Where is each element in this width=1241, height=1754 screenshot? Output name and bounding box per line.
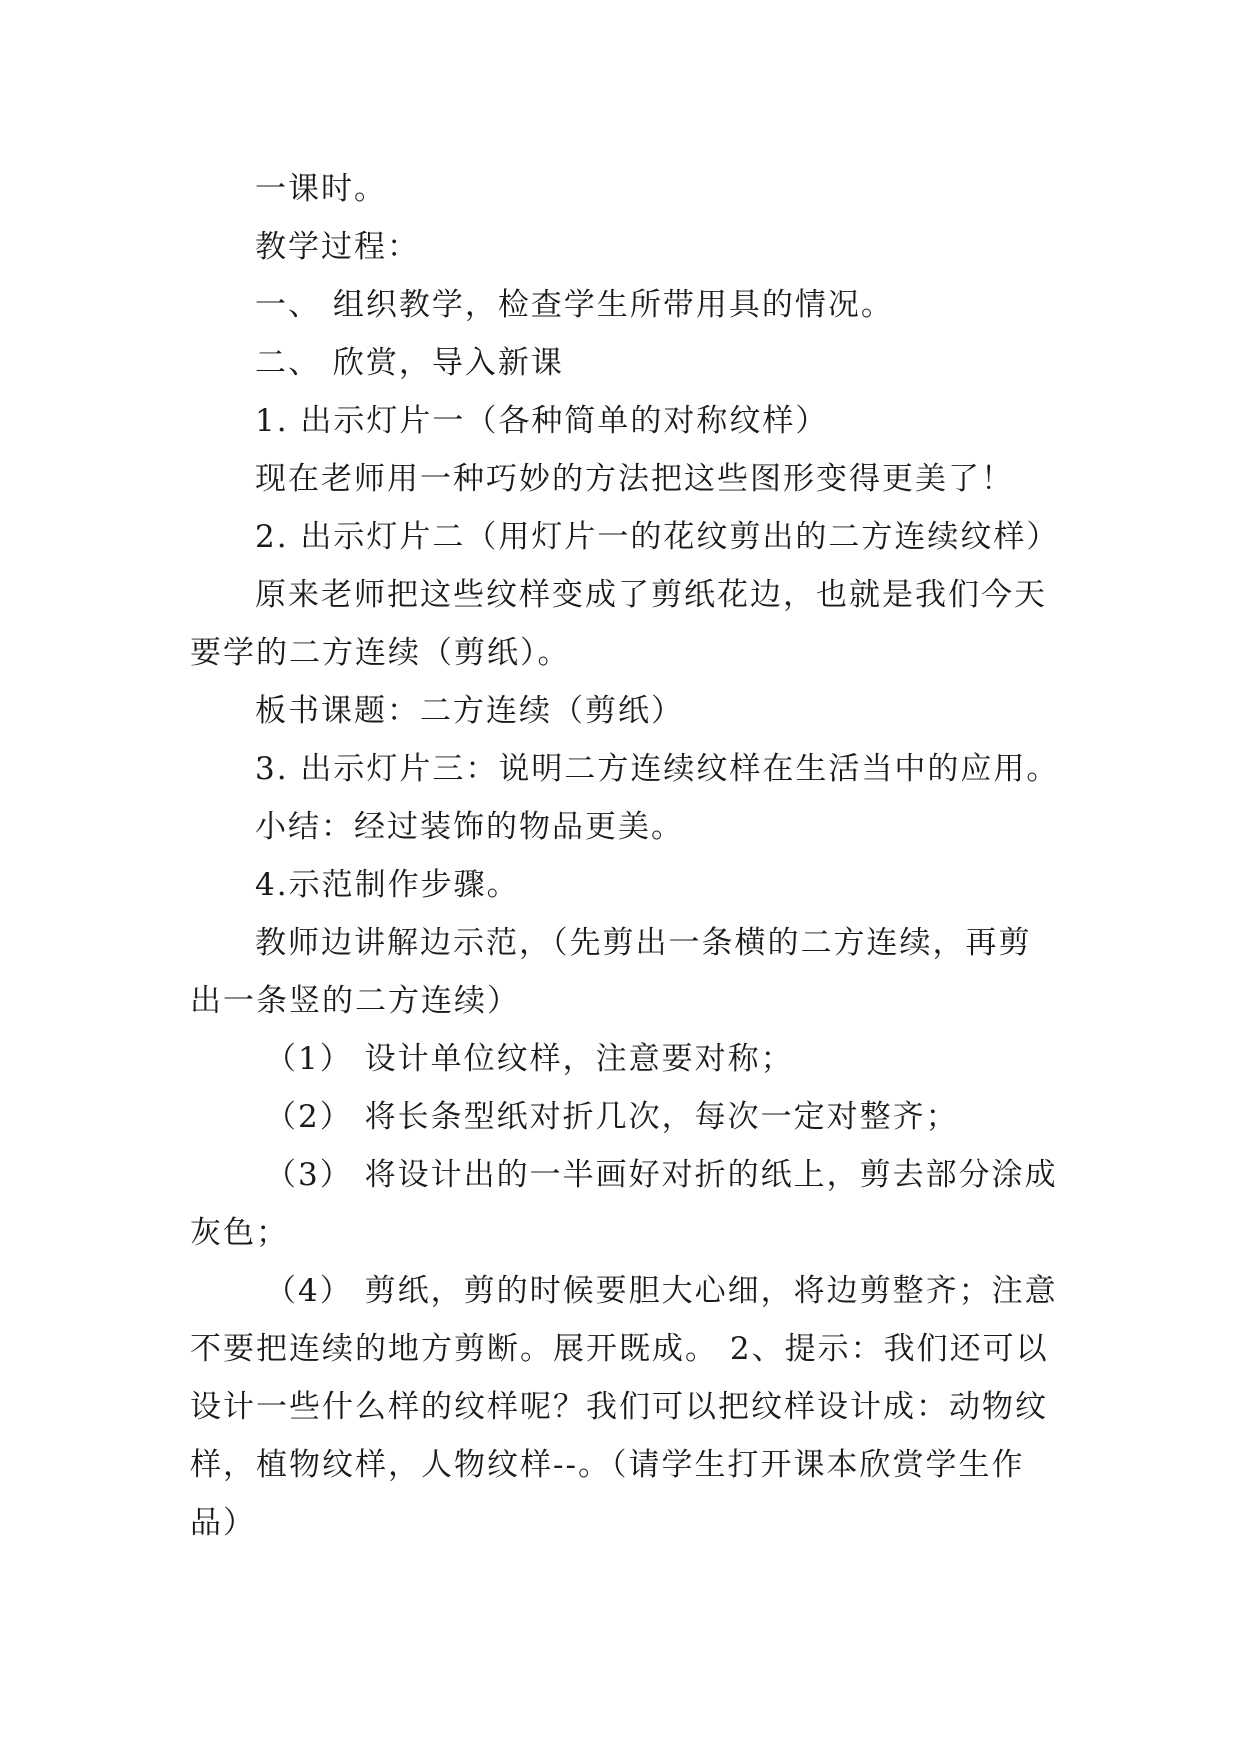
text-line: 要学的二方连续（剪纸）。	[190, 635, 571, 671]
text-line: 现在老师用一种巧妙的方法把这些图形变得更美了！	[255, 461, 1014, 497]
text-line: 二、 欣赏，导入新课	[255, 345, 564, 381]
text-line: 出一条竖的二方连续）	[190, 983, 520, 1019]
text-line: 样，植物纹样，人物纹样--。（请学生打开课本欣赏学生作	[190, 1447, 1025, 1483]
text-line: 设计一些什么样的纹样呢？我们可以把纹样设计成：动物纹	[190, 1389, 1048, 1425]
text-line: 1. 出示灯片一（各种简单的对称纹样）	[255, 403, 829, 439]
text-line: （1） 设计单位纹样，注意要对称；	[265, 1041, 794, 1077]
text-line: 一课时。	[255, 171, 387, 207]
text-line: 2. 出示灯片二（用灯片一的花纹剪出的二方连续纹样）	[255, 519, 1060, 555]
text-line: 原来老师把这些纹样变成了剪纸花边，也就是我们今天	[255, 577, 1047, 613]
text-line: 品）	[190, 1505, 256, 1541]
text-line: 小结：经过装饰的物品更美。	[255, 809, 684, 845]
text-line: （4） 剪纸，剪的时候要胆大心细，将边剪整齐；注意	[265, 1273, 1058, 1309]
text-line: 不要把连续的地方剪断。展开既成。 2、提示：我们还可以	[190, 1331, 1049, 1367]
text-line: （2） 将长条型纸对折几次，每次一定对整齐；	[265, 1099, 959, 1135]
text-line: （3） 将设计出的一半画好对折的纸上，剪去部分涂成	[265, 1157, 1058, 1193]
text-line: 一、 组织教学，检查学生所带用具的情况。	[255, 287, 894, 323]
text-line: 3. 出示灯片三：说明二方连续纹样在生活当中的应用。	[255, 751, 1060, 787]
text-line: 教学过程：	[255, 229, 420, 265]
text-line: 板书课题：二方连续（剪纸）	[255, 693, 684, 729]
document-body	[190, 160, 1060, 1552]
text-line: 教师边讲解边示范，（先剪出一条横的二方连续，再剪	[255, 925, 1032, 961]
text-line: 灰色；	[190, 1215, 289, 1251]
text-line: 4.示范制作步骤。	[255, 867, 520, 903]
